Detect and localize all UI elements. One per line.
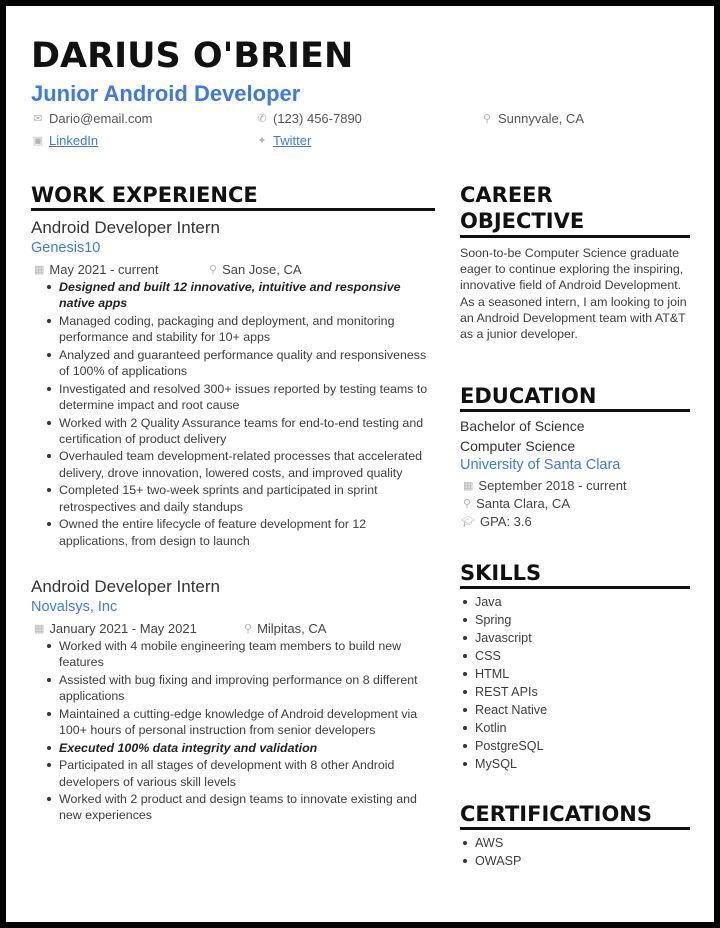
job-1-role: Android Developer Intern: [31, 218, 221, 237]
job-2-location: ⚲ Milpitas, CA: [244, 621, 327, 636]
list-item: React Native: [460, 701, 690, 719]
contact-linkedin[interactable]: [32, 133, 98, 148]
education-heading: EDUCATION: [460, 383, 690, 412]
list-item: CSS: [460, 647, 690, 665]
list-item: Java: [460, 593, 690, 611]
education-gpa: 🎓︎ GPA: 3.6: [461, 514, 532, 529]
certifications-heading: CERTIFICATIONS: [460, 801, 690, 830]
map-pin-icon: ⚲: [463, 498, 472, 510]
list-item: Executed 100% data integrity and validation: [44, 740, 434, 756]
list-item: Assisted with bug fixing and improving performance on 8 different applications: [44, 672, 434, 705]
list-item: Javascript: [460, 629, 690, 647]
candidate-title: Junior Android Developer: [31, 81, 301, 106]
list-item: Investigated and resolved 300+ issues reported by testing teams to determine impact and root cause: [44, 381, 434, 414]
phone-icon: ✆: [257, 113, 267, 125]
list-item: Maintained a cutting-edge knowledge of Android development via 100+ hours of personal instruction from senior developers: [44, 706, 434, 739]
list-item: Participated in all stages of development with 8 other Android developers of various skill levels: [44, 757, 434, 790]
list-item: Managed coding, packaging and deployment, and monitoring performance and stability for 10+ apps: [44, 313, 434, 346]
job-2-company: Novalsys, Inc: [31, 599, 118, 615]
career-objective-heading-line1: CAREER: [460, 183, 553, 207]
resume-page: [6, 6, 714, 922]
skills-heading: SKILLS: [460, 560, 690, 589]
education-school: University of Santa Clara: [460, 457, 621, 473]
job-2-role: Android Developer Intern: [31, 577, 221, 596]
candidate-name: DARIUS O'BRIEN: [31, 36, 354, 76]
certifications-list: [460, 834, 690, 870]
list-item: Worked with 2 Quality Assurance teams for end-to-end testing and certification of product delivery: [44, 415, 434, 448]
list-item: Worked with 4 mobile engineering team members to build new features: [44, 638, 434, 671]
list-item: Designed and built 12 innovative, intuitive and responsive native apps: [44, 279, 434, 312]
linkedin-icon: ▣: [32, 135, 44, 147]
list-item: Owned the entire lifecycle of feature development for 12 applications, from design to launch: [44, 516, 434, 549]
list-item: HTML: [460, 665, 690, 683]
calendar-icon: ▦: [463, 480, 474, 492]
list-item: REST APIs: [460, 683, 690, 701]
career-objective-text: Soon-to-be Computer Science graduate eager to continue exploring the inspiring, innovative field of Android Development. As a seasoned intern, I am looking to join an Android Development team with AT&T as a junior developer.: [460, 246, 687, 342]
education-degree: Bachelor of Science: [460, 418, 585, 434]
education-major: Computer Science: [460, 438, 576, 454]
contact-twitter[interactable]: [256, 133, 311, 148]
work-experience-heading: WORK EXPERIENCE: [31, 182, 435, 211]
job-2-bullets: [44, 638, 434, 825]
job-1-dates: ▦ May 2021 - current: [34, 262, 159, 277]
education-dates: ▦ September 2018 - current: [463, 478, 627, 493]
calendar-icon: ▦: [34, 623, 45, 635]
map-pin-icon: ⚲: [482, 113, 492, 125]
list-item: Completed 15+ two-week sprints and participated in sprint retrospectives and daily standups: [44, 482, 434, 515]
envelope-icon: ✉: [33, 113, 43, 125]
list-item: Worked with 2 product and design teams to innovate existing and new experiences: [44, 791, 434, 824]
list-item: Overhauled team development-related processes that accelerated delivery, drove innovation, lowered costs, and improved quality: [44, 448, 434, 481]
list-item: Spring: [460, 611, 690, 629]
list-item: AWS: [460, 834, 690, 852]
list-item: Kotlin: [460, 719, 690, 737]
contact-phone: ✆ (123) 456-7890: [257, 111, 362, 126]
map-pin-icon: ⚲: [244, 623, 253, 635]
career-objective-heading: [460, 182, 690, 238]
contact-email: ✉ Dario@email.com: [33, 111, 153, 126]
contact-location: ⚲ Sunnyvale, CA: [482, 111, 584, 126]
map-pin-icon: ⚲: [209, 264, 218, 276]
graduation-cap-icon: 🎓︎: [461, 516, 475, 528]
list-item: PostgreSQL: [460, 737, 690, 755]
list-item: Analyzed and guaranteed performance quality and responsiveness of 100% of applications: [44, 347, 434, 380]
job-1-bullets: [44, 279, 434, 550]
linkedin-link[interactable]: LinkedIn: [49, 133, 99, 148]
education-location: ⚲ Santa Clara, CA: [463, 496, 570, 511]
list-item: OWASP: [460, 852, 690, 870]
job-1-location: ⚲ San Jose, CA: [209, 262, 302, 277]
skills-list: [460, 593, 690, 773]
twitter-icon: ✦: [257, 135, 267, 147]
job-1-company: Genesis10: [31, 240, 101, 256]
calendar-icon: ▦: [34, 264, 45, 276]
career-objective-heading-line2: OBJECTIVE: [460, 209, 585, 234]
job-2-dates: ▦ January 2021 - May 2021: [34, 621, 197, 636]
list-item: MySQL: [460, 755, 690, 773]
twitter-link[interactable]: Twitter: [273, 133, 312, 148]
